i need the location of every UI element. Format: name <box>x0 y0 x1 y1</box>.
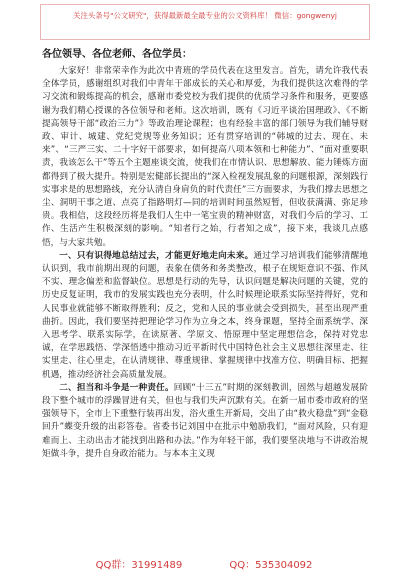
promo-banner-line1: 关注头条号"公文研究"，获得最新最全最专业的公文资料库！ 微信：gongwenyj <box>73 11 337 20</box>
section-1-text: 通过学习培训我们能够清醒地认识到，我市前期出现的问题，表象在债务和务类整改，根子在规矩意识不强、作风不实、理念偏差和监督缺位。思想是行动的先导，认识问题是解决问题的关键，党的历史反复证明，我市的发展实践也充分表明，什么时候理论联系实际坚持得好，党和人民事业就能够不断取得胜利；反之，党和人民的事业就会受到损失，甚至出现严重曲折。因此，我们要坚持把理论学习作为立身之本，终身课题，坚持全面系统学、深入思考学、联系实际学，在读原著、学原文、悟原理中坚定理想信念，保持对党忠诚，在学思践悟、学深悟透中推动习近平新时代中国特色社会主义思想往深里走、往实里走、往心里走，在认清规律、尊重规律、掌握规律中找准方位、明确目标、把握机遇，推动经济社会高质量发展。 <box>42 250 368 380</box>
promo-banner <box>40 4 370 40</box>
greeting: 各位领导、各位老师、各位学员： <box>42 49 192 60</box>
footer-qq-group: QQ群：31991489 <box>95 560 183 571</box>
section-2-text: 回顾“十三五”时期的深刻教训，固然与超越发展阶段下整个城市的浮躁冒进有关，但也与我们失声沉默有关。在新一届市委市政府的坚强领导下，全市上下重整行装再出发，浴火重生开新局，交出了由“救火稳盘”到“金稳回升”蝶变升级的出彩答卷。省委书记刘国中在批示中勉励我们，“面对风险，只有迎难而上、主动出击才能找到出路和办法。”作为年轻干部，我们要坚决地与不讲政治规矩做斗争，提升自身政治能力。与本本主义现 <box>42 382 369 459</box>
footer-qq-number: QQ：535304092 <box>229 560 313 571</box>
paragraph-section-2 <box>42 382 368 461</box>
paragraph-intro <box>42 65 368 250</box>
document-body <box>42 46 368 461</box>
paragraph-intro-text: 大家好！非常荣幸作为此次中青班的学员代表在这里发言。首先，请允许我代表全体学员，感谢组织对我们中青年干部成长的关心和厚爱，为我们提供这次难得的学习交流和锻炼提高的机会，感谢市委党校为我们提供的优质学习条件和服务，更要感谢为我们精心授课的各位领导和老师。这次培训，既有《习近平谈治国理政》、《不断提高领导干部“政治三力”》等政治理论课程；也有经验丰富的部门领导为我们辅导财政、审计、城建、党纪党规等业务知识；还有贯穿培训的“韩城的过去、现在、未来”、“三严三实、二十字好干部要求，如何提高八项本领和七种能力”、“面对重要职责，我该怎么干”等五个主题座谈交流，使我们在市情认识、思想解放、能力锤炼方面都得到了极大提升。特别是宏健部长提出的“深入检视发展乱象的问题根源，深刻践行实事求是的思想路线，充分认清自身肩负的时代责任”三方面要求，为我们撑去思想之尘、洞明干事之道、点亮了指路明灯—同的培训时间虽然短暂，但收获满满、弥足珍贵。我相信，这段经历将是我们人生中一笔宝贵的精神财富，对我们今后的学习、工作、生活产生积极深刻的影响。“知者行之始，行者知之成”，接下来，我谈几点感悟，与大家共勉。 <box>42 66 368 248</box>
section-2-heading: 二、担当和斗争是一种责任。 <box>59 382 174 393</box>
section-1-heading: 一、只有识得地总结过去，才能更好地走向未来。 <box>59 250 254 261</box>
paragraph-section-1 <box>42 250 368 382</box>
footer-contact <box>0 556 408 571</box>
